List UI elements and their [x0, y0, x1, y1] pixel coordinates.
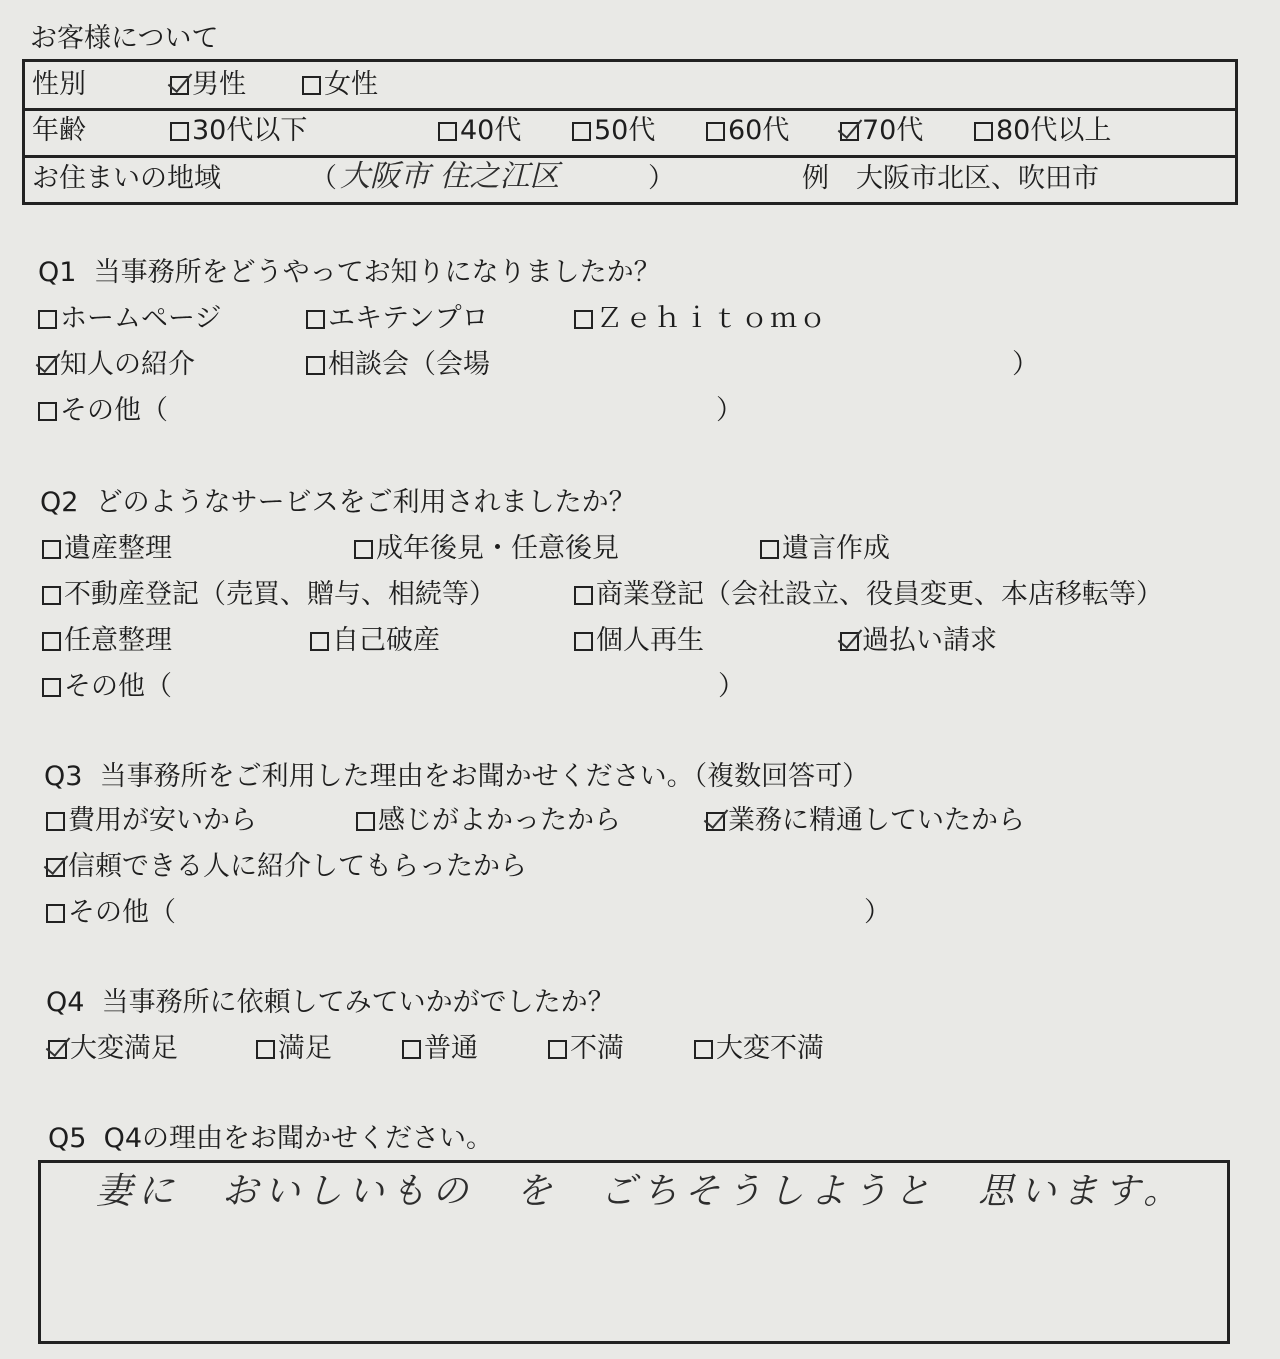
region-open-paren: （ — [310, 163, 337, 194]
age-option-50s[interactable] — [572, 114, 655, 148]
checkbox[interactable] — [760, 540, 779, 559]
q2-option-estate[interactable] — [42, 532, 172, 566]
age-label: 年齢 — [32, 115, 86, 146]
q2-number: Q2 — [40, 487, 79, 518]
q3-number: Q3 — [44, 761, 83, 792]
option-label: 普通 — [424, 1033, 478, 1064]
option-label: 相談会（会場 — [328, 349, 490, 380]
q1-question — [38, 256, 661, 290]
checkbox[interactable] — [42, 632, 61, 651]
q3-question — [44, 760, 869, 794]
option-label: 40代 — [460, 115, 522, 146]
option-label: 男性 — [192, 69, 246, 100]
option-label: その他（ — [64, 671, 172, 702]
option-label: Ｚｅｈｉｔｏｍｏ — [596, 303, 828, 334]
checkbox[interactable] — [42, 586, 61, 605]
option-label: 遺言作成 — [782, 533, 890, 564]
checkbox[interactable] — [402, 1040, 421, 1059]
option-label: 知人の紹介 — [60, 349, 195, 380]
region-handwritten-value[interactable]: 大阪市 住之江区 — [340, 159, 560, 194]
checkbox[interactable] — [574, 586, 593, 605]
q5-question — [48, 1122, 493, 1156]
option-label: 30代以下 — [192, 115, 308, 146]
q4-number: Q4 — [46, 987, 85, 1018]
checkbox[interactable] — [46, 858, 65, 877]
q5-handwritten-answer[interactable]: 妻に おいしいもの を ごちそうしようと 思います。 — [96, 1171, 1186, 1212]
checkbox[interactable] — [438, 122, 457, 141]
checkbox[interactable] — [694, 1040, 713, 1059]
checkbox[interactable] — [706, 122, 725, 141]
option-label: 遺産整理 — [64, 533, 172, 564]
q4-option-satisfied[interactable] — [256, 1032, 332, 1066]
q3-option-trusted-referral[interactable] — [46, 850, 527, 884]
checkbox[interactable] — [38, 402, 57, 421]
checkbox[interactable] — [170, 76, 189, 95]
option-label: 50代 — [594, 115, 656, 146]
age-option-80s-or-over[interactable] — [974, 114, 1111, 148]
checkbox[interactable] — [306, 310, 325, 329]
option-label: エキテンプロ — [328, 303, 489, 334]
q4-option-very-satisfied[interactable] — [48, 1032, 178, 1066]
checkbox[interactable] — [170, 122, 189, 141]
q2-question — [40, 486, 636, 520]
q2-option-rehabilitation[interactable] — [574, 624, 704, 658]
region-close-paren: ） — [648, 163, 675, 194]
q2-option-will[interactable] — [760, 532, 890, 566]
checkbox[interactable] — [310, 632, 329, 651]
q4-option-neutral[interactable] — [402, 1032, 478, 1066]
q2-option-commercial-registration[interactable] — [574, 578, 1163, 612]
option-label: その他（ — [68, 897, 176, 928]
option-label: 商業登記（会社設立、役員変更、本店移転等） — [596, 579, 1163, 610]
option-label: 業務に精通していたから — [728, 805, 1025, 836]
q2-option-other[interactable] — [42, 670, 172, 704]
checkbox[interactable] — [706, 812, 725, 831]
option-label: 70代 — [862, 115, 924, 146]
option-label: 大変満足 — [70, 1033, 178, 1064]
checkbox[interactable] — [974, 122, 993, 141]
q1-option-other[interactable] — [38, 394, 168, 428]
checkbox[interactable] — [46, 904, 65, 923]
checkbox[interactable] — [42, 540, 61, 559]
q1-option-ekiten[interactable] — [306, 302, 489, 336]
q2-text: どのようなサービスをご利用されましたか？ — [95, 487, 636, 518]
region-example: 例 大阪市北区、吹田市 — [802, 163, 1099, 194]
checkbox[interactable] — [354, 540, 373, 559]
option-label: 信頼できる人に紹介してもらったから — [68, 851, 527, 882]
q2-other-close-paren: ） — [718, 671, 745, 702]
q3-other-close-paren: ） — [864, 897, 891, 928]
checkbox[interactable] — [38, 356, 57, 375]
checkbox[interactable] — [38, 310, 57, 329]
checkbox[interactable] — [42, 678, 61, 697]
option-label: 過払い請求 — [862, 625, 997, 656]
q1-option-referral[interactable] — [38, 348, 195, 382]
q1-venue-close-paren: ） — [1012, 349, 1039, 380]
checkbox[interactable] — [840, 632, 859, 651]
table-row-divider — [24, 108, 1236, 111]
gender-option-male[interactable] — [170, 68, 246, 102]
option-label: 感じがよかったから — [378, 805, 621, 836]
gender-label: 性別 — [32, 69, 86, 100]
q1-other-close-paren: ） — [716, 395, 743, 426]
gender-option-female[interactable] — [302, 68, 378, 102]
customer-heading: お客様について — [30, 23, 219, 54]
option-label: 費用が安いから — [68, 805, 257, 836]
region-label: お住まいの地域 — [32, 163, 221, 194]
option-label: 個人再生 — [596, 625, 704, 656]
q3-option-expertise[interactable] — [706, 804, 1025, 838]
age-option-40s[interactable] — [438, 114, 521, 148]
checkbox[interactable] — [548, 1040, 567, 1059]
option-label: 満足 — [278, 1033, 332, 1064]
q3-option-other[interactable] — [46, 896, 176, 930]
q1-option-consultation[interactable] — [306, 348, 490, 382]
option-label: その他（ — [60, 395, 168, 426]
q4-text: 当事務所に依頼してみていかがでしたか？ — [101, 987, 615, 1018]
q2-option-guardianship[interactable] — [354, 532, 619, 566]
checkbox[interactable] — [574, 632, 593, 651]
q4-question — [46, 986, 615, 1020]
q2-option-debt-settlement[interactable] — [42, 624, 172, 658]
checkbox[interactable] — [356, 812, 375, 831]
checkbox[interactable] — [840, 122, 859, 141]
checkbox[interactable] — [306, 356, 325, 375]
q3-option-low-cost[interactable] — [46, 804, 257, 838]
q2-option-real-estate-registration[interactable] — [42, 578, 496, 612]
q5-number: Q5 — [48, 1123, 87, 1154]
q2-option-overpayment-claim[interactable] — [840, 624, 997, 658]
q4-option-very-dissatisfied[interactable] — [694, 1032, 824, 1066]
checkbox[interactable] — [574, 310, 593, 329]
option-label: 女性 — [324, 69, 378, 100]
option-label: ホームページ — [60, 303, 222, 334]
option-label: 80代以上 — [996, 115, 1112, 146]
q2-option-bankruptcy[interactable] — [310, 624, 440, 658]
option-label: 自己破産 — [332, 625, 440, 656]
q3-option-good-impression[interactable] — [356, 804, 621, 838]
q3-text: 当事務所をご利用した理由をお聞かせください。（複数回答可） — [99, 761, 870, 792]
q5-text: Q4の理由をお聞かせください。 — [103, 1123, 494, 1154]
age-option-60s[interactable] — [706, 114, 789, 148]
checkbox[interactable] — [46, 812, 65, 831]
option-label: 大変不満 — [716, 1033, 824, 1064]
table-row-divider — [24, 155, 1236, 158]
checkbox[interactable] — [302, 76, 321, 95]
option-label: 不動産登記（売買、贈与、相続等） — [64, 579, 496, 610]
q1-option-homepage[interactable] — [38, 302, 221, 336]
q1-option-zehitomo[interactable] — [574, 302, 828, 336]
q4-option-dissatisfied[interactable] — [548, 1032, 624, 1066]
option-label: 60代 — [728, 115, 790, 146]
age-option-70s[interactable] — [840, 114, 923, 148]
checkbox[interactable] — [256, 1040, 275, 1059]
option-label: 不満 — [570, 1033, 624, 1064]
q1-number: Q1 — [38, 257, 77, 288]
q1-text: 当事務所をどうやってお知りになりましたか？ — [93, 257, 661, 288]
option-label: 成年後見・任意後見 — [376, 533, 619, 564]
checkbox[interactable] — [48, 1040, 67, 1059]
age-option-30s-or-under[interactable] — [170, 114, 307, 148]
checkbox[interactable] — [572, 122, 591, 141]
option-label: 任意整理 — [64, 625, 172, 656]
